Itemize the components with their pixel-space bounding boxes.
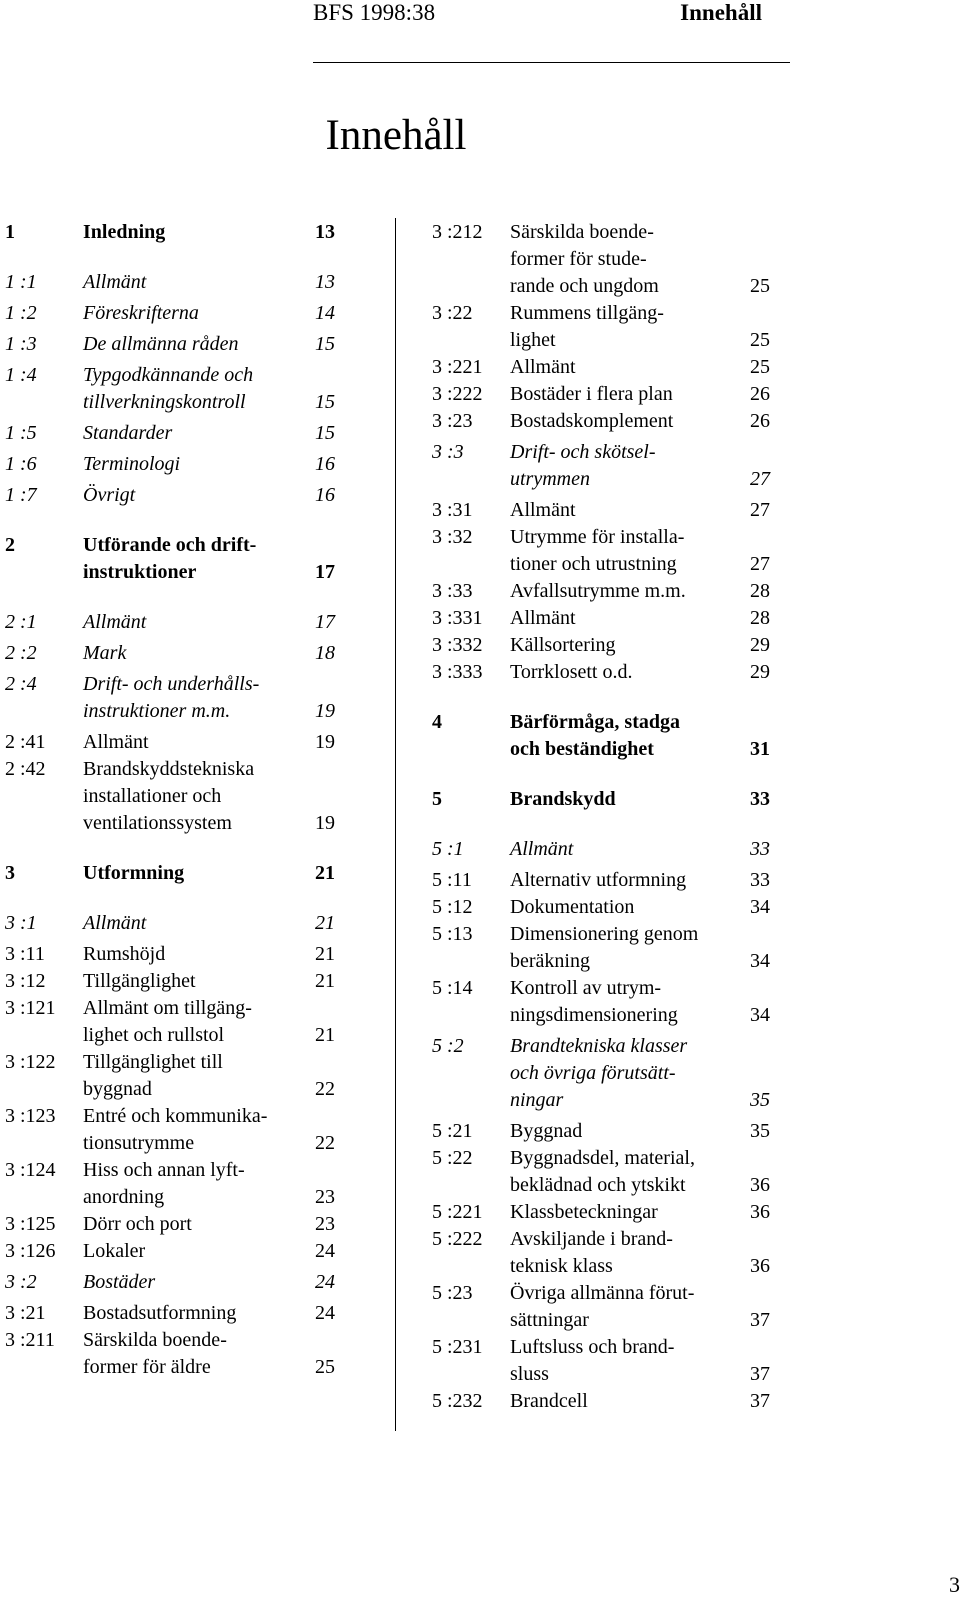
toc-entry <box>5 756 335 837</box>
toc-entry <box>432 867 770 894</box>
toc-entry-title: Luftsluss och brand- sluss <box>510 1336 675 1385</box>
toc-entry-title: Bärförmåga, stadga och beständighet <box>510 711 680 760</box>
toc-entry-number: 3 :11 <box>5 943 45 965</box>
toc-entry-number: 2 :1 <box>5 611 37 633</box>
toc-entry-page: 36 <box>750 1201 770 1223</box>
toc-entry-number: 3 :23 <box>432 410 473 432</box>
toc-entry-number: 3 :121 <box>5 997 56 1019</box>
toc-entry-page: 31 <box>750 738 770 760</box>
page-title: Innehåll <box>325 112 467 159</box>
toc-entry-page: 35 <box>750 1089 770 1111</box>
toc-entry-title: Allmänt <box>510 356 576 378</box>
toc-entry-page: 15 <box>315 333 335 355</box>
toc-entry-number: 2 :42 <box>5 758 46 780</box>
toc-entry-title: Entré och kommunika- tionsutrymme <box>83 1105 268 1154</box>
toc-column-left <box>5 219 335 1381</box>
toc-entry-title: De allmänna råden <box>83 333 239 355</box>
toc-column-right <box>432 219 770 1415</box>
toc-entry-page: 17 <box>315 561 335 583</box>
toc-entry-title: Standarder <box>83 422 173 444</box>
toc-entry-page: 29 <box>750 634 770 656</box>
toc-entry <box>432 836 770 863</box>
toc-entry-number: 5 :232 <box>432 1390 483 1412</box>
toc-entry <box>432 894 770 921</box>
toc-entry-page: 26 <box>750 410 770 432</box>
toc-entry-number: 2 :2 <box>5 642 37 664</box>
toc-entry-title: Dörr och port <box>83 1213 192 1235</box>
toc-entry <box>5 860 335 887</box>
toc-entry <box>432 408 770 435</box>
toc-entry-page: 24 <box>315 1240 335 1262</box>
toc-entry <box>5 1327 335 1381</box>
toc-entry-title: Allmänt <box>83 611 147 633</box>
toc-entry-number: 3 :126 <box>5 1240 56 1262</box>
toc-entry <box>5 420 335 447</box>
toc-entry-title: Bostäder i flera plan <box>510 383 673 405</box>
toc-entry-page: 33 <box>750 869 770 891</box>
toc-entry <box>5 910 335 937</box>
toc-entry-page: 27 <box>750 553 770 575</box>
page-number: 3 <box>949 1572 960 1597</box>
toc-entry-title: Klassbeteckningar <box>510 1201 658 1223</box>
toc-entry-title: Särskilda boende- former för stude- rande och ungdom <box>510 221 659 297</box>
toc-entry-page: 16 <box>315 484 335 506</box>
toc-entry <box>5 451 335 478</box>
toc-entry-page: 27 <box>750 468 770 490</box>
toc-entry-page: 37 <box>750 1390 770 1412</box>
toc-entry-page: 34 <box>750 896 770 918</box>
toc-entry <box>432 1334 770 1388</box>
toc-entry-page: 27 <box>750 499 770 521</box>
toc-entry-page: 22 <box>315 1078 335 1100</box>
toc-entry <box>5 269 335 296</box>
toc-entry <box>432 497 770 524</box>
toc-entry <box>432 632 770 659</box>
toc-entry <box>432 1226 770 1280</box>
toc-entry-number: 1 :6 <box>5 453 37 475</box>
toc-entry <box>432 300 770 354</box>
toc-entry-title: Mark <box>83 642 127 664</box>
toc-entry-page: 37 <box>750 1363 770 1385</box>
toc-entry-number: 3 :3 <box>432 441 464 463</box>
toc-entry-title: Drift- och underhålls- instruktioner m.m. <box>83 673 260 722</box>
toc-entry-title: Rumshöjd <box>83 943 166 965</box>
toc-entry-title: Övriga allmänna förut- sättningar <box>510 1282 695 1331</box>
toc-entry-title: Utrymme för installa- tioner och utrustning <box>510 526 685 575</box>
toc-entry <box>432 786 770 813</box>
toc-entry-page: 19 <box>315 812 335 834</box>
toc-entry-page: 19 <box>315 700 335 722</box>
toc-entry-number: 3 :123 <box>5 1105 56 1127</box>
toc-entry-title: Särskilda boende- former för äldre <box>83 1329 227 1378</box>
toc-entry-title: Brandskydd <box>510 788 616 810</box>
toc-entry-page: 25 <box>750 275 770 297</box>
toc-entry-page: 21 <box>315 943 335 965</box>
running-header-doc-id: BFS 1998:38 <box>313 0 436 25</box>
toc-entry-title: Allmänt <box>83 271 147 293</box>
toc-entry-number: 1 :3 <box>5 333 37 355</box>
toc-entry-number: 3 :124 <box>5 1159 56 1181</box>
toc-entry-number: 3 :32 <box>432 526 473 548</box>
toc-entry <box>5 219 335 246</box>
toc-entry-number: 1 :1 <box>5 271 37 293</box>
toc-entry <box>432 381 770 408</box>
toc-entry-title: Typgodkännande och tillverkningskontroll <box>83 364 254 413</box>
toc-entry-page: 25 <box>750 329 770 351</box>
toc-entry-page: 23 <box>315 1186 335 1208</box>
toc-entry-number: 3 :33 <box>432 580 473 602</box>
toc-entry-title: Byggnadsdel, material, beklädnad och ytskikt <box>510 1147 695 1196</box>
toc-entry-title: Brandskyddstekniska installationer och ventilationssystem <box>83 758 255 834</box>
toc-entry-page: 36 <box>750 1255 770 1277</box>
toc-entry-title: Bostäder <box>83 1271 156 1293</box>
toc-entry-page: 16 <box>315 453 335 475</box>
toc-entry-number: 2 :41 <box>5 731 46 753</box>
toc-entry-number: 5 :2 <box>432 1035 464 1057</box>
toc-entry-number: 3 :12 <box>5 970 46 992</box>
toc-entry-number: 5 :13 <box>432 923 473 945</box>
toc-entry-number: 3 :221 <box>432 356 483 378</box>
toc-entry-page: 14 <box>315 302 335 324</box>
toc-entry <box>5 941 335 968</box>
toc-entry-page: 28 <box>750 580 770 602</box>
toc-entry-number: 2 <box>5 534 15 556</box>
toc-entry-title: Tillgänglighet till byggnad <box>83 1051 223 1100</box>
toc-entry-title: Allmänt <box>510 838 574 860</box>
toc-entry-number: 5 :1 <box>432 838 464 860</box>
toc-entry-page: 21 <box>315 1024 335 1046</box>
toc-entry-page: 17 <box>315 611 335 633</box>
toc-entry-page: 26 <box>750 383 770 405</box>
toc-entry <box>5 671 335 725</box>
header-rule <box>313 62 790 63</box>
toc-entry-page: 15 <box>315 391 335 413</box>
toc-entry-title: Utformning <box>83 862 185 884</box>
toc-entry-page: 21 <box>315 970 335 992</box>
toc-entry <box>432 921 770 975</box>
toc-entry <box>432 1388 770 1415</box>
toc-entry-title: Hiss och annan lyft- anordning <box>83 1159 245 1208</box>
column-divider <box>395 218 396 1431</box>
toc-entry <box>5 1049 335 1103</box>
toc-entry-number: 1 :7 <box>5 484 37 506</box>
toc-entry <box>432 524 770 578</box>
toc-entry <box>5 1300 335 1327</box>
toc-entry-number: 3 :1 <box>5 912 37 934</box>
toc-entry-page: 24 <box>315 1302 335 1324</box>
toc-entry-title: Dimensionering genom beräkning <box>510 923 699 972</box>
toc-entry-title: Källsortering <box>510 634 616 656</box>
toc-entry-page: 23 <box>315 1213 335 1235</box>
toc-entry-title: Allmänt <box>510 499 576 521</box>
toc-entry-title: Bostadskomplement <box>510 410 674 432</box>
toc-entry-title: Brandtekniska klasser och övriga förutsätt- ningar <box>510 1035 688 1111</box>
toc-entry-number: 3 :331 <box>432 607 483 629</box>
toc-entry-title: Allmänt <box>83 731 149 753</box>
toc-entry-number: 2 :4 <box>5 673 37 695</box>
toc-entry-page: 21 <box>315 912 335 934</box>
toc-entry-number: 3 :122 <box>5 1051 56 1073</box>
toc-entry-page: 21 <box>315 862 335 884</box>
toc-entry-page: 35 <box>750 1120 770 1142</box>
toc-entry <box>432 1199 770 1226</box>
toc-entry <box>5 995 335 1049</box>
toc-entry-number: 5 :21 <box>432 1120 473 1142</box>
toc-entry <box>5 609 335 636</box>
toc-entry <box>432 709 770 763</box>
toc-entry-page: 24 <box>315 1271 335 1293</box>
toc-entry-number: 5 :11 <box>432 869 472 891</box>
toc-entry-number: 1 :5 <box>5 422 37 444</box>
toc-entry <box>5 968 335 995</box>
toc-entry-title: Lokaler <box>83 1240 146 1262</box>
toc-entry-page: 25 <box>750 356 770 378</box>
toc-entry-page: 33 <box>750 788 770 810</box>
toc-entry-number: 1 :4 <box>5 364 37 386</box>
toc-entry-title: Bostadsutformning <box>83 1302 237 1324</box>
toc-entry-title: Föreskrifterna <box>83 302 199 324</box>
toc-entry <box>5 300 335 327</box>
toc-entry-number: 5 :222 <box>432 1228 483 1250</box>
toc-entry-number: 3 :22 <box>432 302 473 324</box>
toc-entry <box>5 532 335 586</box>
toc-entry-title: Avfallsutrymme m.m. <box>510 580 686 602</box>
toc-entry <box>5 362 335 416</box>
toc-entry-title: Inledning <box>83 221 166 243</box>
toc-entry-page: 13 <box>315 221 335 243</box>
toc-entry-number: 5 <box>432 788 442 810</box>
toc-entry <box>5 331 335 358</box>
toc-entry-page: 36 <box>750 1174 770 1196</box>
toc-entry-title: Rummens tillgäng- lighet <box>510 302 664 351</box>
toc-entry <box>432 439 770 493</box>
toc-entry-title: Övrigt <box>83 484 136 506</box>
toc-entry-number: 5 :22 <box>432 1147 473 1169</box>
toc-entry-title: Brandcell <box>510 1390 588 1412</box>
toc-entry <box>5 1157 335 1211</box>
toc-entry-title: Byggnad <box>510 1120 583 1142</box>
toc-entry-title: Alternativ utformning <box>510 869 687 891</box>
toc-entry <box>5 1238 335 1265</box>
toc-entry-page: 18 <box>315 642 335 664</box>
toc-entry <box>432 578 770 605</box>
toc-entry-page: 34 <box>750 950 770 972</box>
toc-entry <box>5 482 335 509</box>
toc-entry <box>5 1211 335 1238</box>
toc-entry-number: 1 :2 <box>5 302 37 324</box>
toc-entry-title: Tillgänglighet <box>83 970 196 992</box>
toc-entry <box>432 354 770 381</box>
toc-entry-number: 4 <box>432 711 442 733</box>
toc-entry-page: 33 <box>750 838 770 860</box>
toc-entry-title: Terminologi <box>83 453 181 475</box>
toc-entry <box>432 1145 770 1199</box>
toc-entry-number: 1 <box>5 221 15 243</box>
toc-entry <box>432 1118 770 1145</box>
toc-entry-number: 3 :333 <box>432 661 483 683</box>
toc-entry-number: 3 :125 <box>5 1213 56 1235</box>
toc-entry-page: 22 <box>315 1132 335 1154</box>
toc-entry-number: 5 :231 <box>432 1336 483 1358</box>
toc-entry-number: 5 :14 <box>432 977 473 999</box>
toc-entry-title: Avskiljande i brand- teknisk klass <box>510 1228 673 1277</box>
toc-entry-page: 25 <box>315 1356 335 1378</box>
toc-entry <box>432 605 770 632</box>
toc-entry-number: 3 :211 <box>5 1329 55 1351</box>
toc-entry-page: 15 <box>315 422 335 444</box>
toc-entry-title: Allmänt <box>83 912 147 934</box>
toc-entry-title: Allmänt <box>510 607 576 629</box>
toc-entry-number: 3 :222 <box>432 383 483 405</box>
toc-entry-page: 28 <box>750 607 770 629</box>
toc-entry-number: 3 :31 <box>432 499 473 521</box>
toc-entry-number: 3 :212 <box>432 221 483 243</box>
toc-entry-title: Kontroll av utrym- ningsdimensionering <box>510 977 678 1026</box>
toc-entry-number: 3 :21 <box>5 1302 46 1324</box>
toc-entry-number: 5 :23 <box>432 1282 473 1304</box>
toc-entry-number: 5 :221 <box>432 1201 483 1223</box>
toc-entry <box>5 729 335 756</box>
toc-entry <box>432 219 770 300</box>
toc-entry-title: Allmänt om tillgäng- lighet och rullstol <box>83 997 252 1046</box>
toc-entry-title: Utförande och drift- instruktioner <box>83 534 257 583</box>
toc-entry-page: 19 <box>315 731 335 753</box>
toc-entry-page: 29 <box>750 661 770 683</box>
toc-entry-title: Dokumentation <box>510 896 635 918</box>
toc-entry <box>5 1269 335 1296</box>
toc-entry-page: 13 <box>315 271 335 293</box>
toc-entry <box>432 1033 770 1114</box>
toc-entry <box>432 1280 770 1334</box>
toc-entry <box>432 975 770 1029</box>
running-header-section: Innehåll <box>680 0 762 25</box>
toc-entry-title: Torrklosett o.d. <box>510 661 633 683</box>
toc-entry-page: 34 <box>750 1004 770 1026</box>
toc-entry <box>432 659 770 686</box>
toc-entry-number: 3 :2 <box>5 1271 37 1293</box>
toc-entry-page: 37 <box>750 1309 770 1331</box>
toc-entry <box>5 1103 335 1157</box>
toc-entry <box>5 640 335 667</box>
toc-entry-number: 3 :332 <box>432 634 483 656</box>
toc-entry-number: 5 :12 <box>432 896 473 918</box>
toc-entry-title: Drift- och skötsel- utrymmen <box>510 441 656 490</box>
toc-entry-number: 3 <box>5 862 15 884</box>
